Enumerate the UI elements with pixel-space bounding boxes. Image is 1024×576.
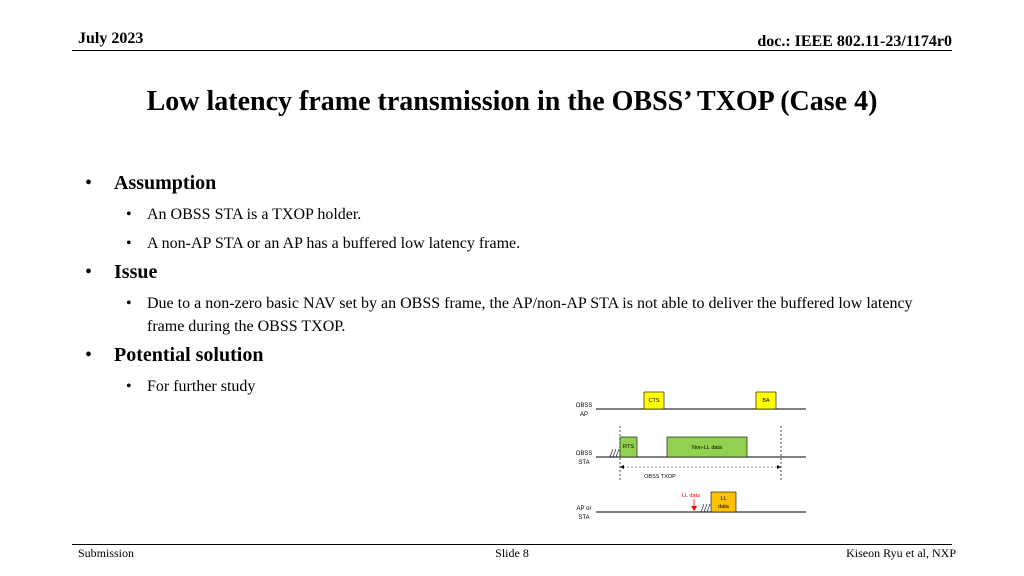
footer-submission: Submission bbox=[78, 546, 135, 560]
bullet-issue: • Issue bbox=[85, 261, 945, 284]
ba-label: BA bbox=[762, 398, 770, 404]
footer-divider bbox=[72, 544, 952, 545]
footer-slide-number: Slide 8 bbox=[495, 546, 529, 560]
ll-data-arrival-label: LL data bbox=[681, 493, 701, 499]
bullet-list bbox=[85, 172, 945, 404]
row-label-ap-sta-2: STA bbox=[578, 515, 590, 521]
backoff-hatch-ap-sta bbox=[701, 504, 710, 512]
bullet-potential-solution: • Potential solution bbox=[85, 344, 945, 367]
bullet-assumption-item-2: • A non-AP STA or an AP has a buffered low latency frame. bbox=[114, 232, 945, 255]
bullet-solution-item-1: • For further study bbox=[114, 375, 945, 398]
txop-timing-diagram bbox=[560, 388, 810, 528]
ll-data-label-1: LL bbox=[720, 496, 727, 502]
row-label-ap-sta-1: AP or bbox=[576, 506, 592, 512]
row-label-obss-sta-2: STA bbox=[578, 460, 590, 466]
rts-label: RTS bbox=[623, 444, 634, 450]
slide-title: Low latency frame transmission in the OBSS’ TXOP (Case 4) bbox=[146, 86, 878, 117]
cts-label: CTS bbox=[648, 398, 660, 404]
bullet-assumption-item-1: • An OBSS STA is a TXOP holder. bbox=[114, 203, 945, 226]
bullet-assumption: • Assumption bbox=[85, 172, 945, 195]
header-divider bbox=[72, 50, 952, 51]
backoff-hatch-obss-sta bbox=[610, 449, 619, 457]
footer-authors: Kiseon Ryu et al, NXP bbox=[846, 546, 956, 560]
row-label-obss-ap-1: OBSS bbox=[575, 403, 593, 409]
ll-data-label-2: data bbox=[718, 504, 729, 510]
bullet-issue-item-1: • Due to a non-zero basic NAV set by an OBSS frame, the AP/non-AP STA is not able to deliver the buffered low latency frame during the OBSS TXOP. bbox=[114, 292, 945, 338]
row-label-obss-sta-1: OBSS bbox=[575, 451, 593, 457]
header-doc-id: doc.: IEEE 802.11-23/1174r0 bbox=[757, 33, 952, 50]
header-date: July 2023 bbox=[78, 30, 144, 47]
obss-txop-label: OBSS TXOP bbox=[644, 474, 676, 480]
non-ll-data-label: Non-LL data bbox=[691, 445, 723, 451]
row-label-obss-ap-2: AP bbox=[579, 412, 589, 418]
